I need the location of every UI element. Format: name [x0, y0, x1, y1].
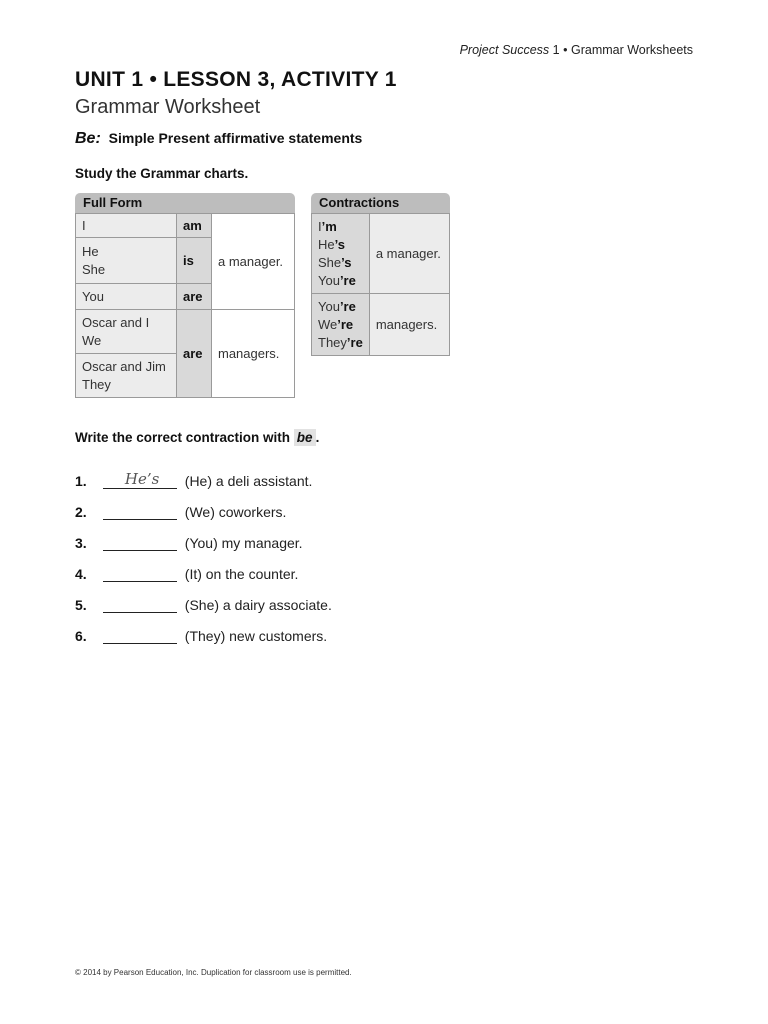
verb-cell: am	[177, 214, 212, 238]
exercise-item	[75, 472, 312, 494]
pronoun-line: He	[82, 243, 99, 259]
pronoun-line: She	[82, 261, 106, 277]
exercise-item	[75, 534, 303, 556]
pronoun-cell: I	[76, 214, 177, 238]
contractions-chart	[311, 193, 450, 356]
instruction-period: .	[315, 430, 320, 445]
pronoun-line: They	[82, 376, 111, 392]
section-name: Grammar Worksheets	[570, 43, 693, 57]
contraction-line: He’s	[318, 236, 345, 252]
contraction-line: We’re	[318, 316, 354, 332]
item-prompt: (We) coworkers.	[184, 504, 287, 520]
full-form-header: Full Form	[75, 193, 295, 213]
answer-blank[interactable]	[103, 627, 177, 644]
contractions-header: Contractions	[311, 193, 450, 213]
item-number: 5.	[75, 597, 87, 613]
predicate-cell: a manager.	[212, 214, 295, 310]
item-number: 2.	[75, 504, 87, 520]
topic-line	[75, 130, 362, 148]
item-prompt: (It) on the counter.	[184, 566, 299, 582]
handwritten-answer: He’s	[124, 470, 160, 488]
exercise-item	[75, 565, 298, 587]
pronoun-line: We	[82, 332, 102, 348]
answer-blank[interactable]	[103, 472, 177, 489]
exercise-item	[75, 596, 332, 618]
verb-cell: are	[177, 284, 212, 310]
exercise-item	[75, 627, 327, 649]
copyright-footer: © 2014 by Pearson Education, Inc. Duplication for classroom use is permitted.	[75, 968, 352, 977]
series-level: 1	[552, 43, 560, 57]
full-form-chart	[75, 193, 295, 398]
verb-cell: are	[177, 310, 212, 398]
pronoun-line: Oscar and Jim	[82, 358, 166, 374]
item-number: 6.	[75, 628, 87, 644]
contraction-cell	[312, 214, 370, 294]
answer-blank[interactable]	[103, 503, 177, 520]
contraction-line: She’s	[318, 254, 352, 270]
predicate-cell: managers.	[369, 294, 449, 356]
header-bullet: •	[563, 43, 568, 57]
item-number: 4.	[75, 566, 87, 582]
predicate-cell: managers.	[212, 310, 295, 398]
pronoun-cell: You	[76, 284, 177, 310]
answer-blank[interactable]	[103, 596, 177, 613]
item-prompt: (She) a dairy associate.	[184, 597, 332, 613]
topic-text: Simple Present affirmative statements	[108, 130, 363, 146]
exercise-instruction	[75, 430, 319, 445]
page-subtitle: Grammar Worksheet	[75, 96, 261, 118]
contraction-line: You’re	[318, 298, 356, 314]
exercise-item	[75, 503, 286, 525]
series-name: Project Success	[459, 43, 550, 57]
pronoun-cell	[76, 354, 177, 398]
running-header	[460, 43, 693, 57]
item-prompt: (He) a deli assistant.	[184, 473, 313, 489]
item-number: 1.	[75, 473, 87, 489]
pronoun-cell	[76, 238, 177, 284]
instruction-be: be	[294, 429, 316, 446]
item-prompt: (They) new customers.	[184, 628, 328, 644]
verb-cell: is	[177, 238, 212, 284]
item-prompt: (You) my manager.	[184, 535, 303, 551]
topic-verb: Be:	[75, 130, 101, 147]
page-title: UNIT 1 • LESSON 3, ACTIVITY 1	[75, 68, 397, 91]
contraction-line: You’re	[318, 272, 356, 288]
pronoun-cell	[76, 310, 177, 354]
predicate-cell: a manager.	[369, 214, 449, 294]
answer-blank[interactable]	[103, 565, 177, 582]
item-number: 3.	[75, 535, 87, 551]
contractions-table	[311, 213, 450, 356]
contraction-cell	[312, 294, 370, 356]
contraction-line: I’m	[318, 218, 337, 234]
pronoun-line: Oscar and I	[82, 314, 150, 330]
contraction-line: They’re	[318, 334, 363, 350]
answer-blank[interactable]	[103, 534, 177, 551]
full-form-table	[75, 213, 295, 398]
study-instruction: Study the Grammar charts.	[75, 166, 249, 181]
instruction-text: Write the correct contraction with	[75, 430, 291, 445]
